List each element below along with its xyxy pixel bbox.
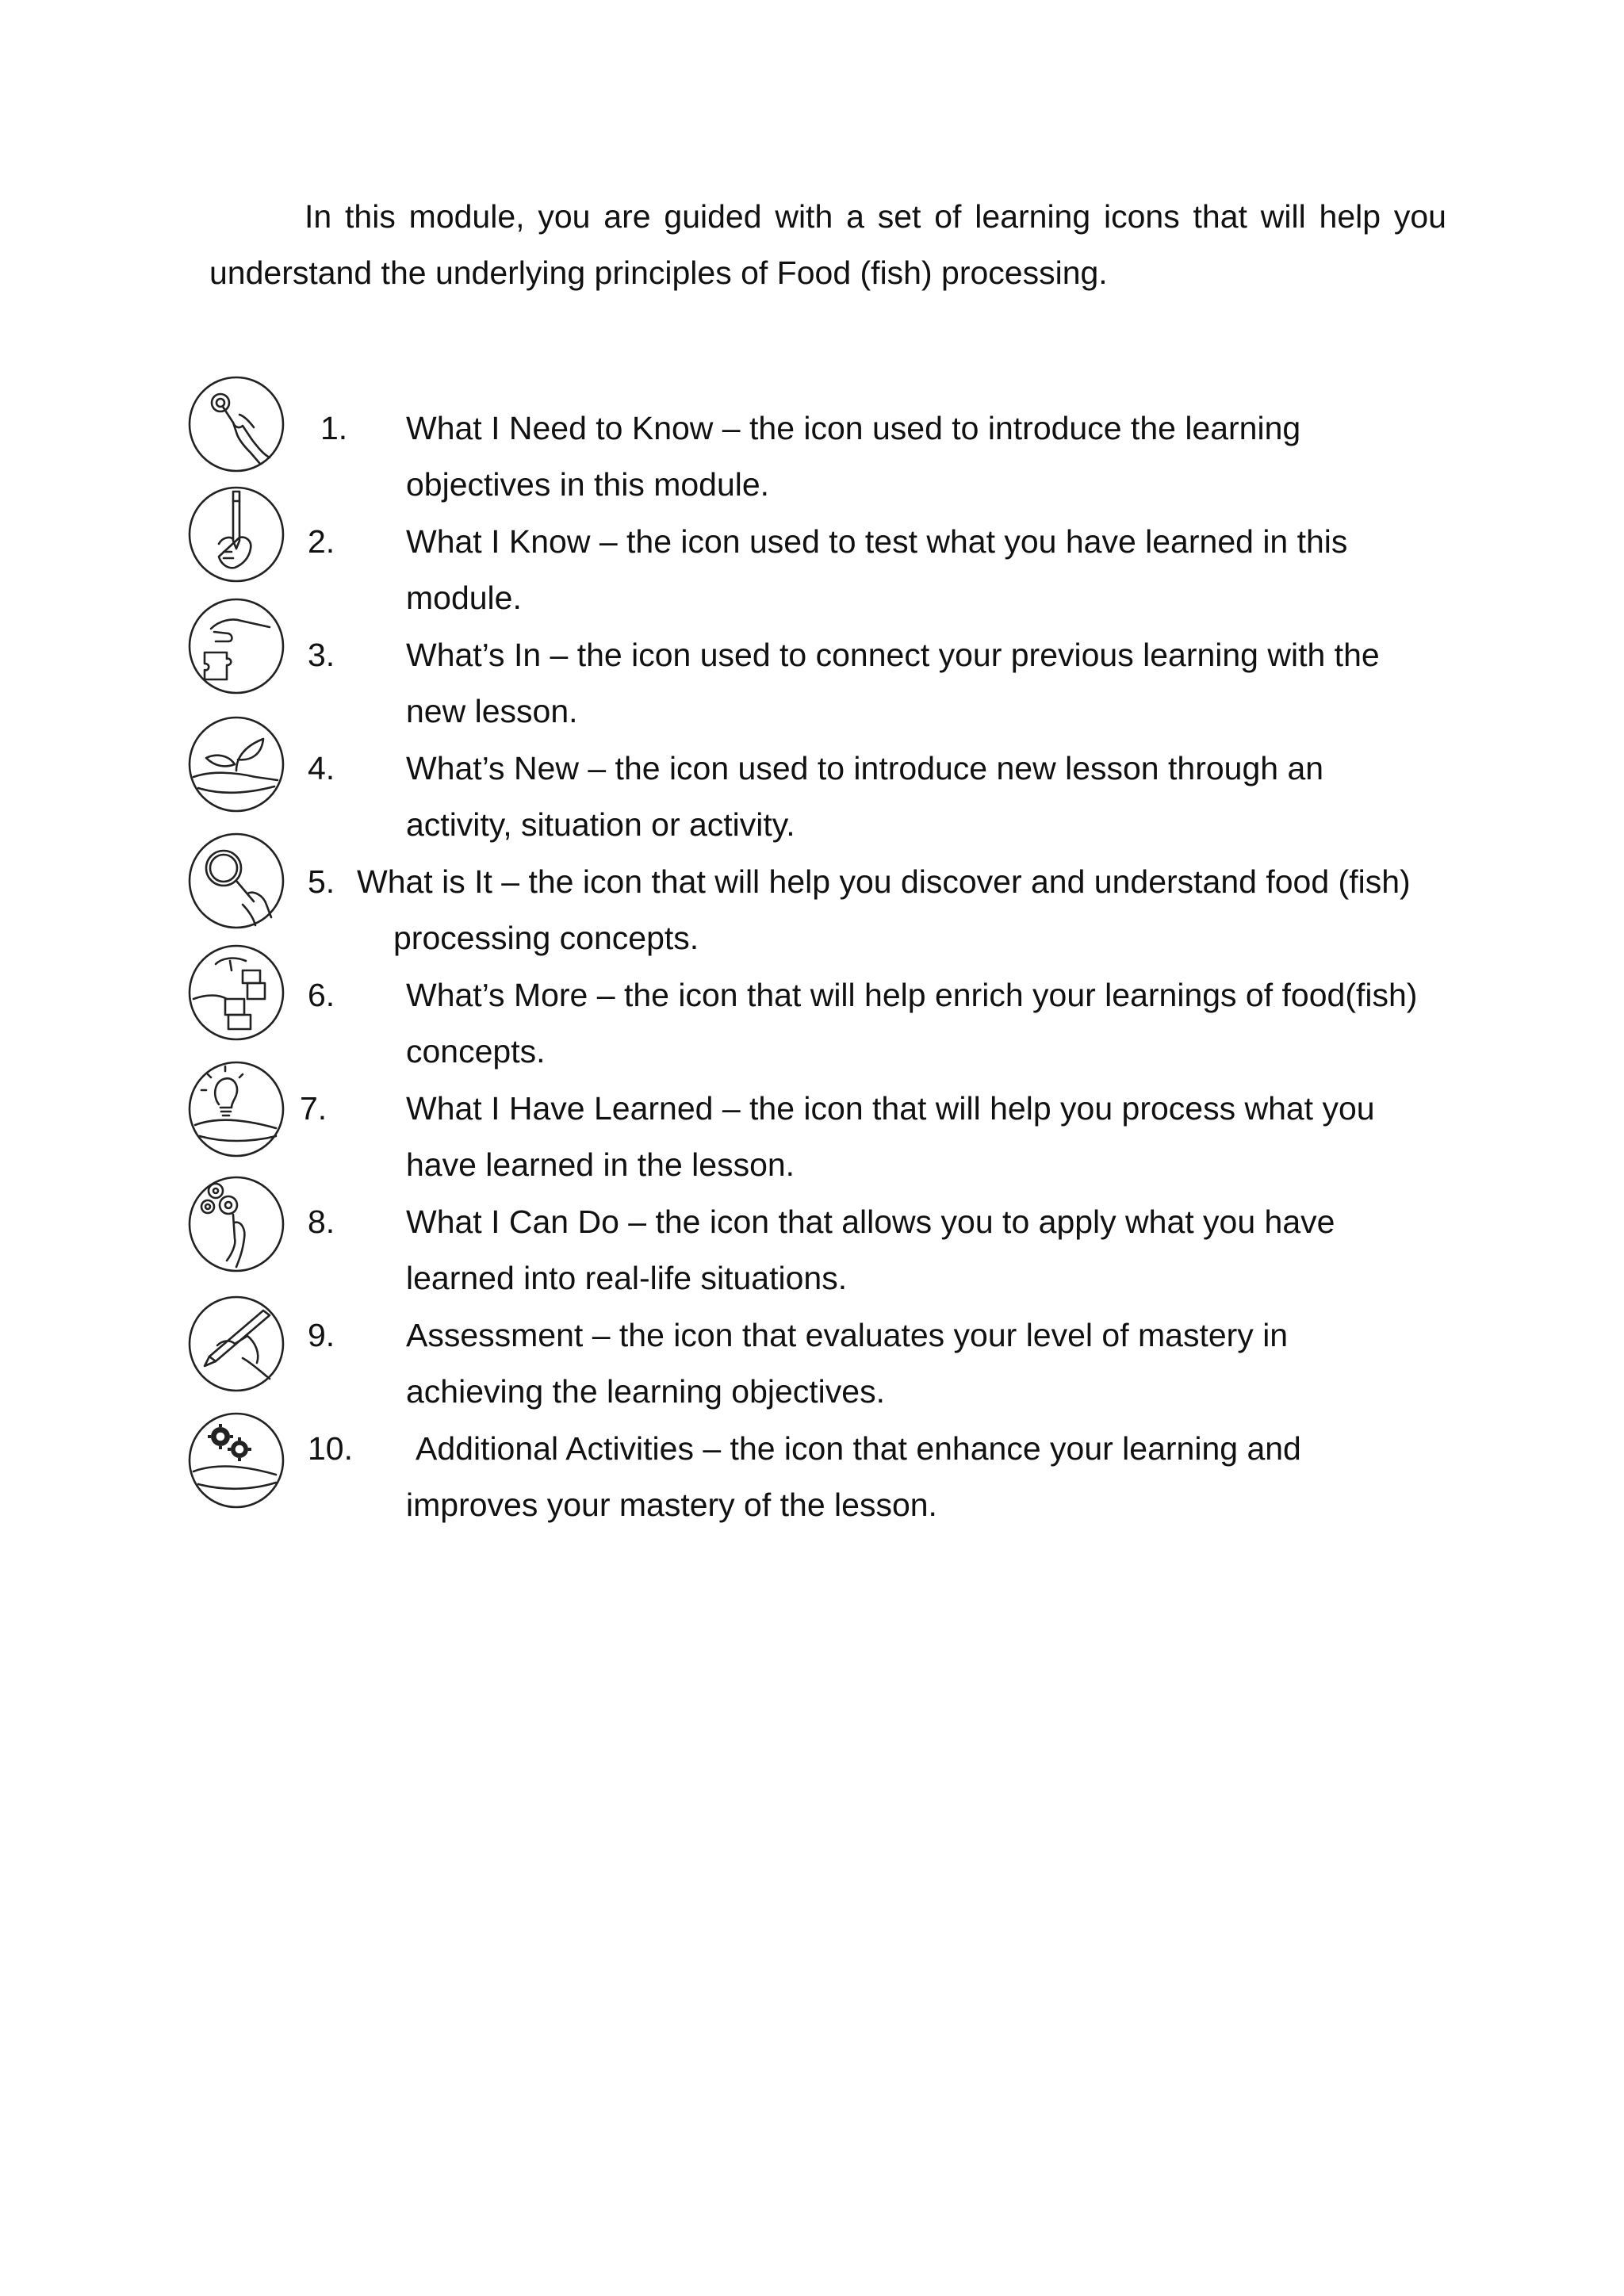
item-text-continued: achieving the learning objectives. [406,1373,885,1410]
item-text: What’s In – the icon used to connect your previous learning with the [406,637,1380,673]
item-text-continued: activity, situation or activity. [406,806,795,843]
item-text-continued: improves your mastery of the lesson. [406,1487,937,1523]
item-text-continued: have learned in the lesson. [406,1146,795,1183]
touch-hand-icon [187,375,285,473]
gears-finger-icon [187,1175,285,1273]
item-text: What I Can Do – the icon that allows you to apply what you have [406,1203,1335,1240]
item-text: What I Need to Know – the icon used to introduce the learning [406,410,1301,446]
item-text: Additional Activities – the icon that enhance your learning and [416,1430,1301,1467]
item-number: 10. [308,1430,353,1467]
lightbulb-hand-icon [187,1060,285,1158]
item-number: 9. [308,1317,335,1353]
item-text: What’s More – the icon that will help enrich your learnings of food(fish) [406,977,1418,1013]
item-text: What I Know – the icon used to test what you have learned in this [406,523,1348,560]
magnifier-hand-icon [187,832,285,930]
item-number: 5. [308,863,335,900]
intro-line-2: understand the underlying principles of Food (fish) processing. [209,254,1108,291]
item-text-continued: learned into real-life situations. [406,1260,848,1296]
list-item-assessment [0,1307,1624,1420]
item-text: What’s New – the icon used to introduce new lesson through an [406,750,1324,786]
item-text: What I Have Learned – the icon that will help you process what you [406,1090,1375,1127]
item-text-continued: processing concepts. [393,920,699,956]
item-text: What is It – the icon that will help you discover and understand food (fish) [357,863,1411,900]
writing-hand-icon [187,1295,285,1393]
item-number: 6. [308,977,335,1013]
intro-line-1: In this module, you are guided with a set of learning icons that will help you [304,198,1446,235]
item-number: 8. [308,1203,335,1240]
item-number: 1. [320,410,348,446]
puzzle-hand-icon [187,597,285,695]
item-number: 7. [300,1090,327,1127]
hand-pencil-icon [187,485,285,584]
item-text-continued: objectives in this module. [406,466,770,503]
blocks-hand-icon [187,943,285,1042]
list-item-what-i-can-do [0,1194,1624,1307]
item-number: 4. [308,750,335,786]
item-number: 2. [308,523,335,560]
item-text-continued: module. [406,580,522,616]
sprout-hand-icon [187,715,285,813]
item-text: Assessment – the icon that evaluates your level of mastery in [406,1317,1289,1353]
item-text-continued: new lesson. [406,693,578,729]
item-number: 3. [308,637,335,673]
item-text-continued: concepts. [406,1033,546,1070]
list-item-additional-activities [0,1421,1624,1533]
intro-paragraph [209,189,1446,301]
gears-hand-icon [187,1411,285,1510]
